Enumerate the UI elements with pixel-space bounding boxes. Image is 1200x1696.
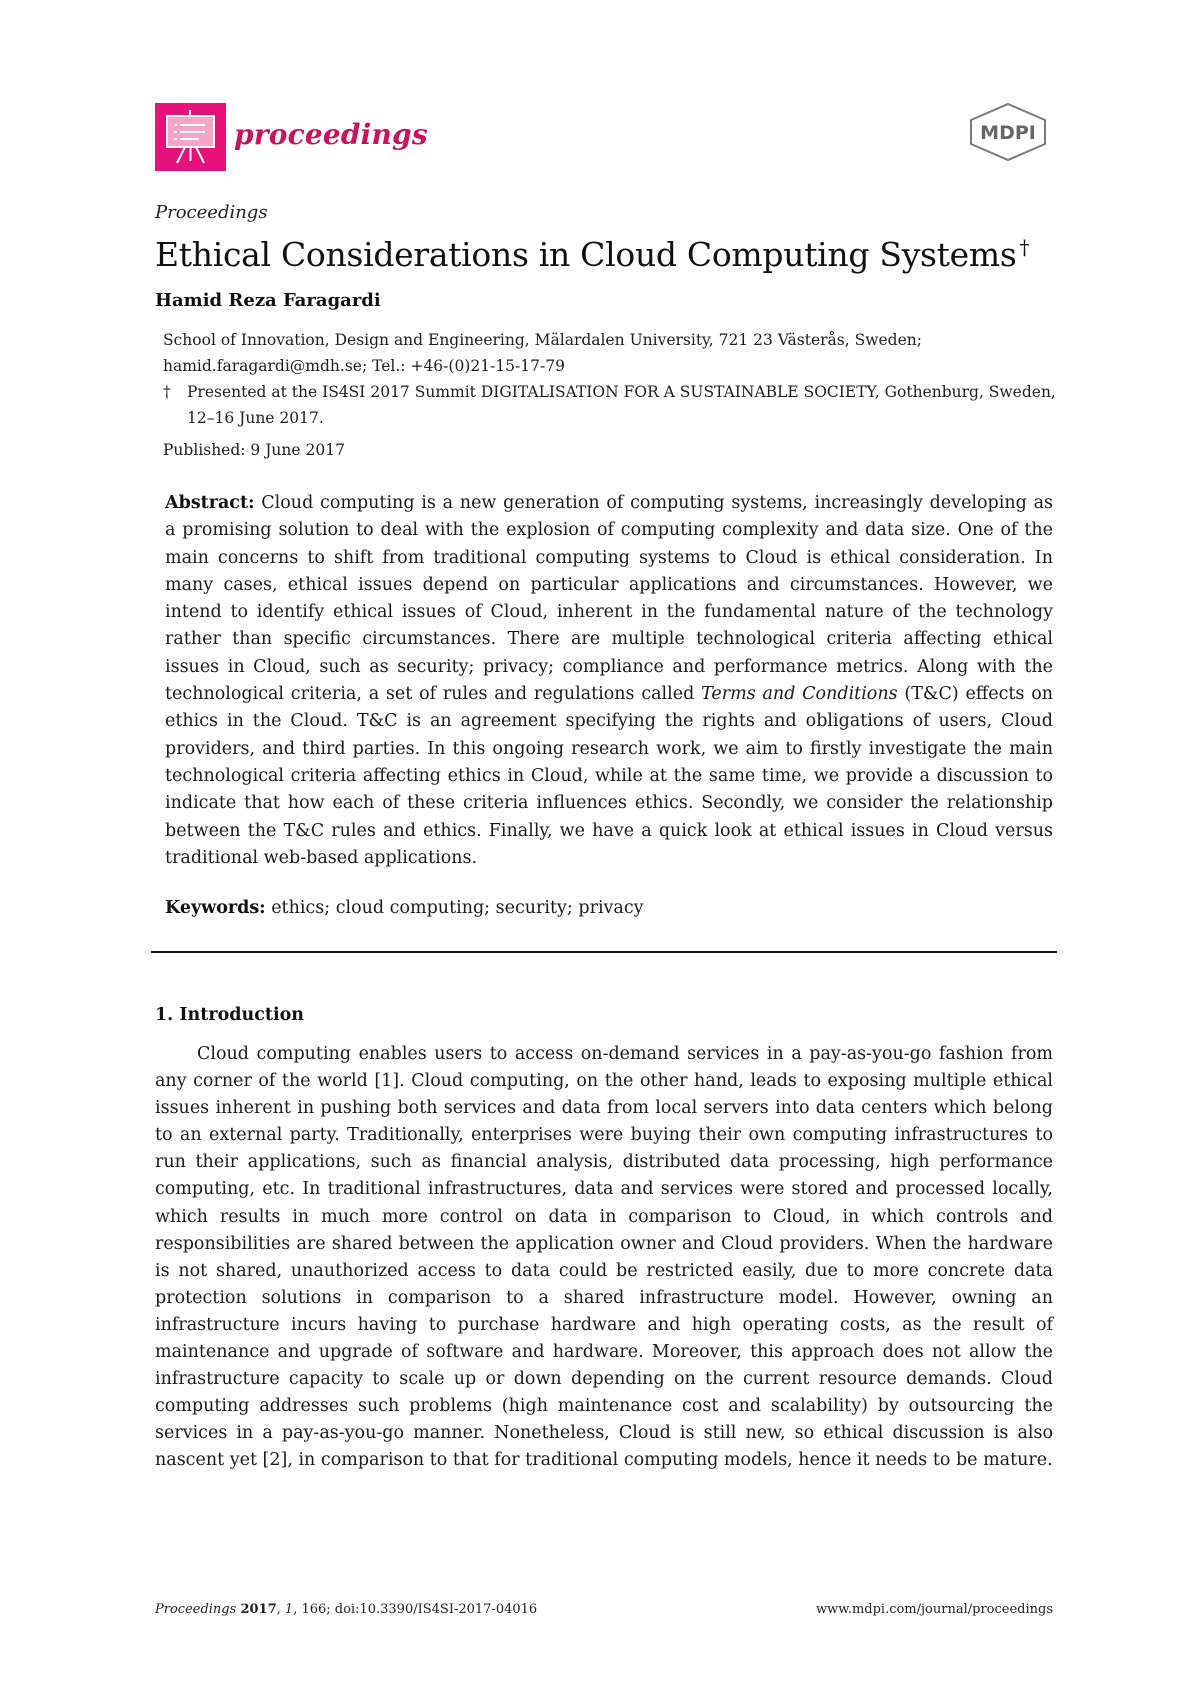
page-title <box>155 225 1029 277</box>
footnote-mark: † <box>163 383 171 401</box>
mdpi-logo-icon <box>965 102 1051 162</box>
journal-url[interactable]: www.mdpi.com/journal/proceedings <box>815 1602 1053 1617</box>
affiliation-line: School of Innovation, Design and Engineering, Mälardalen University, 721 23 Västerås, Sweden; <box>163 331 922 349</box>
author-name: Hamid Reza Faragardi <box>155 290 381 311</box>
affiliation-block <box>163 327 1063 431</box>
contact-line: hamid.faragardi@mdh.se; Tel.: +46-(0)21-15-17-79 <box>163 357 565 375</box>
conference-footnote <box>163 379 1063 431</box>
abstract-label: Abstract: <box>165 493 255 513</box>
footer-volume: 1 <box>284 1602 294 1617</box>
footnote-text: Presented at the IS4SI 2017 Summit DIGITALISATION FOR A SUSTAINABLE SOCIETY, Gothenburg, Sweden, 12–16 June 2017. <box>187 383 1056 427</box>
footer-doi: , 166; doi:10.3390/IS4SI-2017-04016 <box>293 1602 538 1617</box>
footer-year: 2017 <box>240 1602 277 1617</box>
section-divider <box>151 951 1057 953</box>
keywords <box>165 898 1053 918</box>
abstract-text-part2: (T&C) effects on ethics in the Cloud. T&C is an agreement specifying the rights and obligations of users, Cloud providers, and third parties. In this ongoing research work, we aim to firstly investigate the main technological criteria affecting ethics in Cloud, while at the same time, we provide a discussion to indicate that how each of these criteria influences ethics. Secondly, we consider the relationship between the T&C rules and ethics. Finally, we have a quick look at ethical issues in Cloud versus traditional web-based applications. <box>165 684 1053 868</box>
abstract <box>165 490 1053 872</box>
article-type: Proceedings <box>155 202 268 223</box>
abstract-italic-term: Terms and Conditions <box>701 684 898 705</box>
title-footnote-mark: † <box>1019 235 1030 259</box>
publisher-name: MDPI <box>980 122 1036 144</box>
title-text: Ethical Considerations in Cloud Computing Systems <box>155 235 1017 274</box>
proceedings-logo-icon <box>155 103 226 171</box>
footer-journal: Proceedings <box>155 1602 237 1617</box>
introduction-paragraph: Cloud computing enables users to access on-demand services in a pay-as-you-go fashion from any corner of the world [1]. Cloud computing, on the other hand, leads to exposing multiple ethical issues inherent in pushing both services and data from local servers into data centers which belong to an external party. Traditionally, enterprises were buying their own computing infrastructures to run their applications, such as financial analysis, distributed data processing, high performance computing, etc. In traditional infrastructures, data and services were stored and processed locally, which results in much more control on data in comparison to Cloud, in which controls and responsibilities are shared between the application owner and Cloud providers. When the hardware is not shared, unauthorized access to data could be restricted easily, due to more concrete data protection solutions in comparison to a shared infrastructure model. However, owning an infrastructure incurs having to purchase hardware and high operating costs, as the result of maintenance and upgrade of software and hardware. Moreover, this approach does not allow the infrastructure capacity to scale up or down depending on the current resource demands. Cloud computing addresses such problems (high maintenance cost and scalability) by outsourcing the services in a pay-as-you-go manner. Nonetheless, Cloud is still new, so ethical discussion is also nascent yet [2], in comparison to that for traditional computing models, hence it needs to be mature. <box>155 1044 1053 1471</box>
citation-footer: Proceedings 2017, 1, 166; doi:10.3390/IS4SI-2017-04016 <box>155 1602 538 1617</box>
journal-name: proceedings <box>234 118 428 151</box>
published-date: Published: 9 June 2017 <box>163 441 345 459</box>
abstract-text-part1: Cloud computing is a new generation of computing systems, increasingly developing as a promising solution to deal with the explosion of computing complexity and data size. One of the main concerns to shift from traditional computing systems to Cloud is ethical consideration. In many cases, ethical issues depend on particular applications and circumstances. However, we intend to identify ethical issues of Cloud, inherent in the fundamental nature of the technology rather than specific circumstances. There are multiple technological criteria affecting ethical issues in Cloud, such as security; privacy; compliance and performance metrics. Along with the technological criteria, a set of rules and regulations called <box>165 493 1053 705</box>
keywords-text: ethics; cloud computing; security; privacy <box>265 898 644 918</box>
section-heading-introduction: 1. Introduction <box>155 1005 304 1025</box>
keywords-label: Keywords: <box>165 898 266 918</box>
